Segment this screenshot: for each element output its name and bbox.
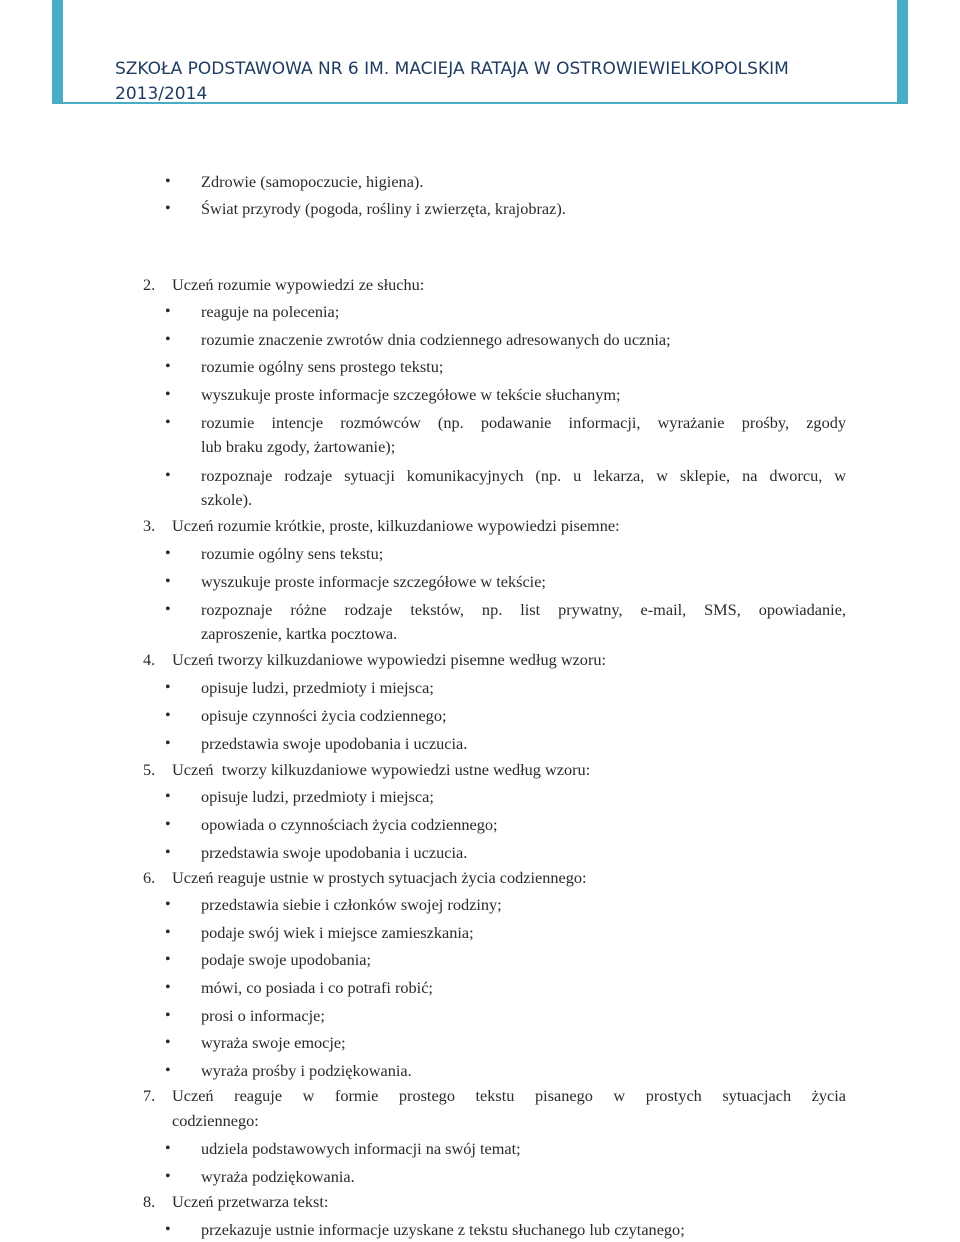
list-item: wyraża podziękowania.: [201, 1167, 355, 1186]
bullet-icon: •: [165, 414, 171, 431]
section-number: 8.: [143, 1192, 156, 1211]
list-item: rozumie ogólny sens prostego tekstu;: [201, 357, 444, 376]
bullet-icon: •: [165, 200, 171, 217]
list-item: opisuje ludzi, przedmioty i miejsca;: [201, 678, 434, 697]
list-item: reaguje na polecenia;: [201, 302, 340, 321]
header-school-year: 2013/2014: [115, 84, 208, 104]
bullet-icon: •: [165, 545, 171, 562]
bullet-icon: •: [165, 844, 171, 861]
bullet-icon: •: [165, 1034, 171, 1051]
bullet-icon: •: [165, 707, 171, 724]
section-heading: Uczeń tworzy kilkuzdaniowe wypowiedzi pisemne według wzoru:: [172, 650, 607, 669]
bullet-icon: •: [165, 173, 171, 190]
list-item: Zdrowie (samopoczucie, higiena).: [201, 172, 424, 191]
list-item: rozpoznaje rodzaje sytuacji komunikacyjnych (np. u lekarza, w sklepie, na dworcu, w: [201, 466, 846, 485]
list-item: wyraża swoje emocje;: [201, 1033, 346, 1052]
list-item: podaje swój wiek i miejsce zamieszkania;: [201, 923, 474, 942]
section-heading: Uczeń rozumie krótkie, proste, kilkuzdaniowe wypowiedzi pisemne:: [172, 516, 620, 535]
list-item: prosi o informacje;: [201, 1006, 325, 1025]
bullet-icon: •: [165, 601, 171, 618]
bullet-icon: •: [165, 331, 171, 348]
list-item: wyraża prośby i podziękowania.: [201, 1061, 412, 1080]
section-heading: Uczeń reaguje w formie prostego tekstu pisanego w prostych sytuacjach życia: [172, 1086, 846, 1105]
list-item: podaje swoje upodobania;: [201, 950, 372, 969]
bullet-icon: •: [165, 816, 171, 833]
list-item: mówi, co posiada i co potrafi robić;: [201, 978, 433, 997]
list-item: opowiada o czynnościach życia codziennego;: [201, 815, 498, 834]
list-item: udziela podstawowych informacji na swój temat;: [201, 1139, 521, 1158]
list-item: rozumie ogólny sens tekstu;: [201, 544, 384, 563]
list-item: przedstawia swoje upodobania i uczucia.: [201, 843, 468, 862]
list-item: przedstawia siebie i członków swojej rodziny;: [201, 895, 502, 914]
bullet-icon: •: [165, 979, 171, 996]
bullet-icon: •: [165, 303, 171, 320]
list-item: wyszukuje proste informacje szczegółowe w tekście słuchanym;: [201, 385, 621, 404]
bullet-icon: •: [165, 1140, 171, 1157]
section-heading-continuation: codziennego:: [172, 1111, 259, 1130]
bullet-icon: •: [165, 573, 171, 590]
list-item: Świat przyrody (pogoda, rośliny i zwierzęta, krajobraz).: [201, 199, 566, 218]
header-left-accent: [52, 0, 63, 102]
bullet-icon: •: [165, 951, 171, 968]
bullet-icon: •: [165, 467, 171, 484]
bullet-icon: •: [165, 358, 171, 375]
bullet-icon: •: [165, 1007, 171, 1024]
list-item: wyszukuje proste informacje szczegółowe w tekście;: [201, 572, 546, 591]
list-item: rozumie znaczenie zwrotów dnia codziennego adresowanych do ucznia;: [201, 330, 671, 349]
section-number: 6.: [143, 868, 156, 887]
list-item-continuation: zaproszenie, kartka pocztowa.: [201, 624, 398, 643]
bullet-icon: •: [165, 1221, 171, 1238]
bullet-icon: •: [165, 1168, 171, 1185]
bullet-icon: •: [165, 788, 171, 805]
page-header: [115, 57, 789, 107]
bullet-icon: •: [165, 679, 171, 696]
list-item: przedstawia swoje upodobania i uczucia.: [201, 734, 468, 753]
bullet-icon: •: [165, 1062, 171, 1079]
header-school-name: SZKOŁA PODSTAWOWA NR 6 IM. MACIEJA RATAJA W OSTROWIEWIELKOPOLSKIM: [115, 59, 789, 79]
list-item: opisuje czynności życia codziennego;: [201, 706, 447, 725]
bullet-icon: •: [165, 735, 171, 752]
section-number: 5.: [143, 760, 156, 779]
section-heading: Uczeń rozumie wypowiedzi ze słuchu:: [172, 275, 425, 294]
header-right-accent: [897, 0, 908, 102]
list-item: rozumie intencje rozmówców (np. podawanie informacji, wyrażanie prośby, zgody: [201, 413, 846, 432]
list-item-continuation: szkole).: [201, 490, 253, 509]
section-heading: Uczeń reaguje ustnie w prostych sytuacjach życia codziennego:: [172, 868, 587, 887]
bullet-icon: •: [165, 386, 171, 403]
section-number: 7.: [143, 1086, 156, 1105]
list-item-continuation: lub braku zgody, żartowanie);: [201, 437, 396, 456]
list-item: rozpoznaje różne rodzaje tekstów, np. list prywatny, e-mail, SMS, opowiadanie,: [201, 600, 846, 619]
list-item: przekazuje ustnie informacje uzyskane z tekstu słuchanego lub czytanego;: [201, 1220, 685, 1239]
section-number: 4.: [143, 650, 156, 669]
bullet-icon: •: [165, 896, 171, 913]
section-heading: Uczeń przetwarza tekst:: [172, 1192, 329, 1211]
section-number: 2.: [143, 275, 156, 294]
list-item: opisuje ludzi, przedmioty i miejsca;: [201, 787, 434, 806]
bullet-icon: •: [165, 924, 171, 941]
section-number: 3.: [143, 516, 156, 535]
section-heading: Uczeń tworzy kilkuzdaniowe wypowiedzi ustne według wzoru:: [172, 760, 591, 779]
